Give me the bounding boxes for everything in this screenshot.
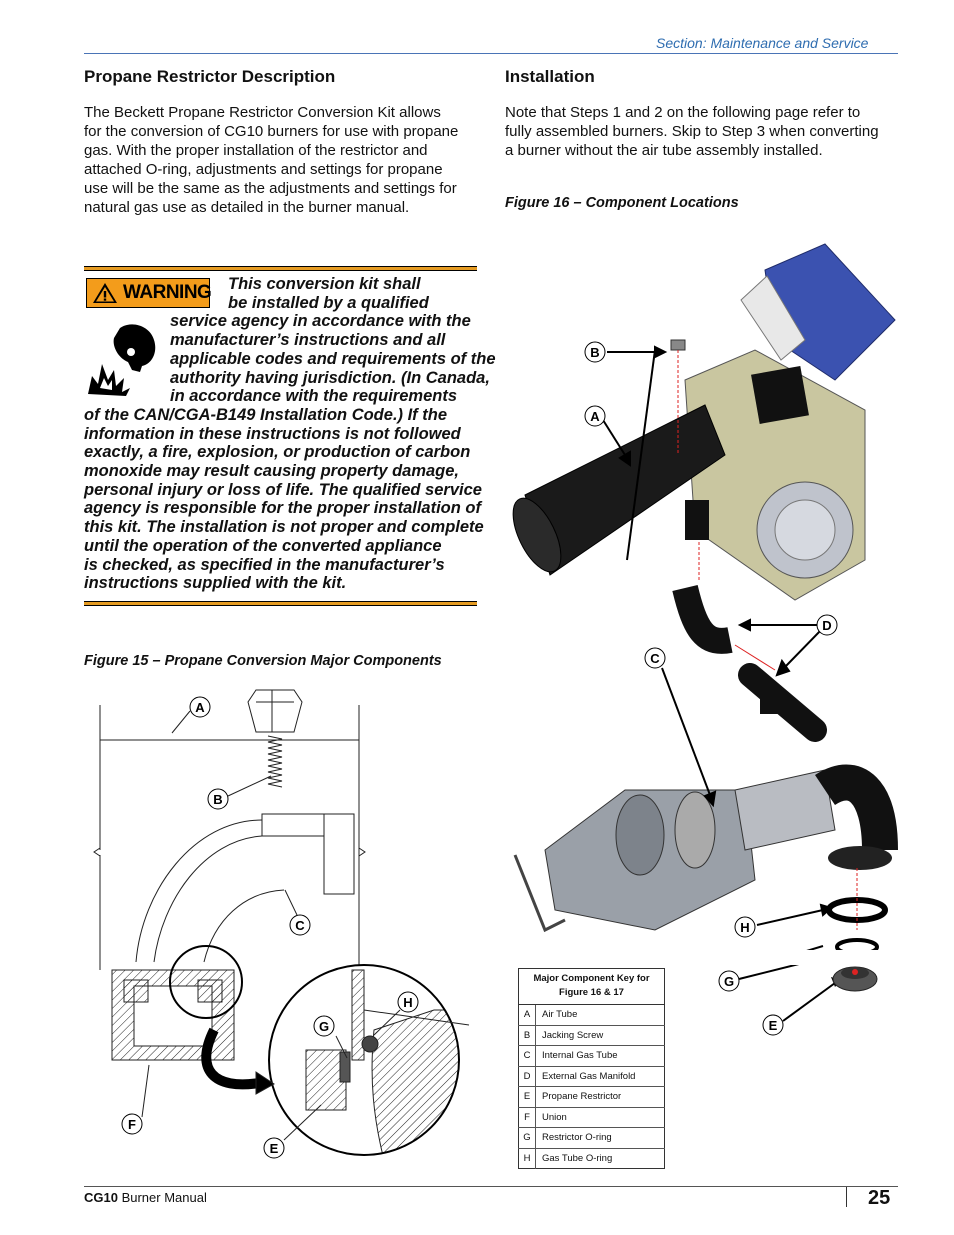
component-cell: Propane Restrictor [536,1087,665,1108]
key-cell: D [519,1066,536,1087]
propane-restrictor-heading: Propane Restrictor Description [84,67,336,86]
warning-line: is checked, as specified in the manufacturer’s [84,555,445,574]
table-row [519,1046,665,1067]
warning-line: service agency in accordance with the [170,312,471,331]
warning-line: applicable codes and requirements of the [170,349,496,368]
header-rule [84,53,898,54]
key-cell: H [519,1148,536,1169]
fig16-label-h: H [740,920,750,935]
key-table-header [519,969,665,1005]
fig16-label-c: C [650,651,660,666]
figure16-drawing [505,230,900,950]
warning-line: information in these instructions is not followed [84,424,461,443]
warning-line: this kit. The installation is not proper and complete [84,518,484,537]
component-key-table [518,968,665,1169]
section-title: Section: Maintenance and Service [656,35,869,51]
component-cell: Restrictor O-ring [536,1128,665,1149]
fig15-label-f: F [128,1117,136,1132]
fig15-label-b: B [213,792,223,807]
table-row [519,1025,665,1046]
para-line: natural gas use as detailed in the burner manual. [84,199,410,216]
warning-line: personal injury or loss of life. The qualified service [84,480,482,499]
figure15-drawing [84,680,484,1180]
key-table-title-line2: Figure 16 & 17 [559,987,624,998]
fig15-label-c: C [295,918,305,933]
para-line: fully assembled burners. Skip to Step 3 when converting [505,123,879,140]
footer-rule [84,1186,898,1187]
footer-model: CG10 [84,1190,118,1205]
fig15-label-h: H [403,995,413,1010]
key-table-title [519,969,665,1005]
warning-top-rule [84,266,477,271]
component-cell: External Gas Manifold [536,1066,665,1087]
key-cell: E [519,1087,536,1108]
warning-line: agency is responsible for the proper installation of [84,499,481,518]
warning-line: monoxide may result causing property damage, [84,462,460,480]
key-cell: B [519,1025,536,1046]
fig15-label-g: G [318,1019,330,1034]
component-cell: Internal Gas Tube [536,1046,665,1067]
warning-label: WARNING [123,282,212,303]
para-line: a burner without the air tube assembly installed. [505,142,823,159]
fig16-label-d: D [822,618,832,633]
warning-line: until the operation of the converted appliance [84,536,442,555]
footer-manual-title [84,1190,207,1205]
para-line: Note that Steps 1 and 2 on the following page refer to [505,104,861,121]
explosion-hazard-icon [84,318,164,398]
key-cell: C [519,1046,536,1067]
table-row [519,1087,665,1108]
warning-triangle-icon [92,282,118,304]
footer-title: Burner Manual [117,1190,207,1205]
component-cell: Air Tube [536,1005,665,1026]
warning-box [84,266,496,606]
warning-line: instructions supplied with the kit. [84,574,347,593]
propane-restrictor-paragraph [84,103,484,217]
warning-bottom-rule [84,601,477,606]
table-row [519,1005,665,1026]
key-table-title-line1: Major Component Key for [533,973,650,984]
table-row [519,1107,665,1128]
warning-line: This conversion kit shall [228,275,421,293]
para-line: gas. With the proper installation of the restrictor and [84,142,428,159]
warning-line: manufacturer’s instructions and all [170,331,446,350]
warning-line: in accordance with the requirements [170,387,457,406]
figure16-caption: Figure 16 – Component Locations [505,195,739,211]
fig16-label-g: G [723,974,735,989]
para-line: The Beckett Propane Restrictor Conversion Kit allows [84,104,441,121]
key-cell: A [519,1005,536,1026]
para-line: attached O-ring, adjustments and settings for propane [84,161,443,178]
key-cell: F [519,1107,536,1128]
fig15-label-a: A [195,700,205,715]
footer-separator [846,1187,847,1207]
component-cell: Jacking Screw [536,1025,665,1046]
warning-badge [86,278,210,308]
fig15-label-e: E [269,1141,279,1156]
key-cell: G [519,1128,536,1149]
fig16-label-e: E [768,1018,778,1033]
para-line: use will be the same as the adjustments and settings for [84,180,457,197]
page-number: 25 [868,1187,891,1209]
warning-line: exactly, a fire, explosion, or production of carbon [84,443,471,462]
figure15-caption: Figure 15 – Propane Conversion Major Components [84,653,442,669]
fig16-label-b: B [590,345,600,360]
table-row [519,1128,665,1149]
para-line: for the conversion of CG10 burners for use with propane [84,123,459,140]
table-row [519,1148,665,1169]
warning-line: authority having jurisdiction. (In Canada, [170,368,490,387]
installation-heading: Installation [505,67,595,86]
warning-line: be installed by a qualified [228,293,429,312]
fig16-label-a: A [590,409,600,424]
warning-line: of the CAN/CGA-B149 Installation Code.) If the [84,405,448,424]
figure16-lower-callouts [715,965,895,1045]
component-cell: Union [536,1107,665,1128]
installation-paragraph [505,103,905,160]
table-row [519,1066,665,1087]
component-cell: Gas Tube O-ring [536,1148,665,1169]
